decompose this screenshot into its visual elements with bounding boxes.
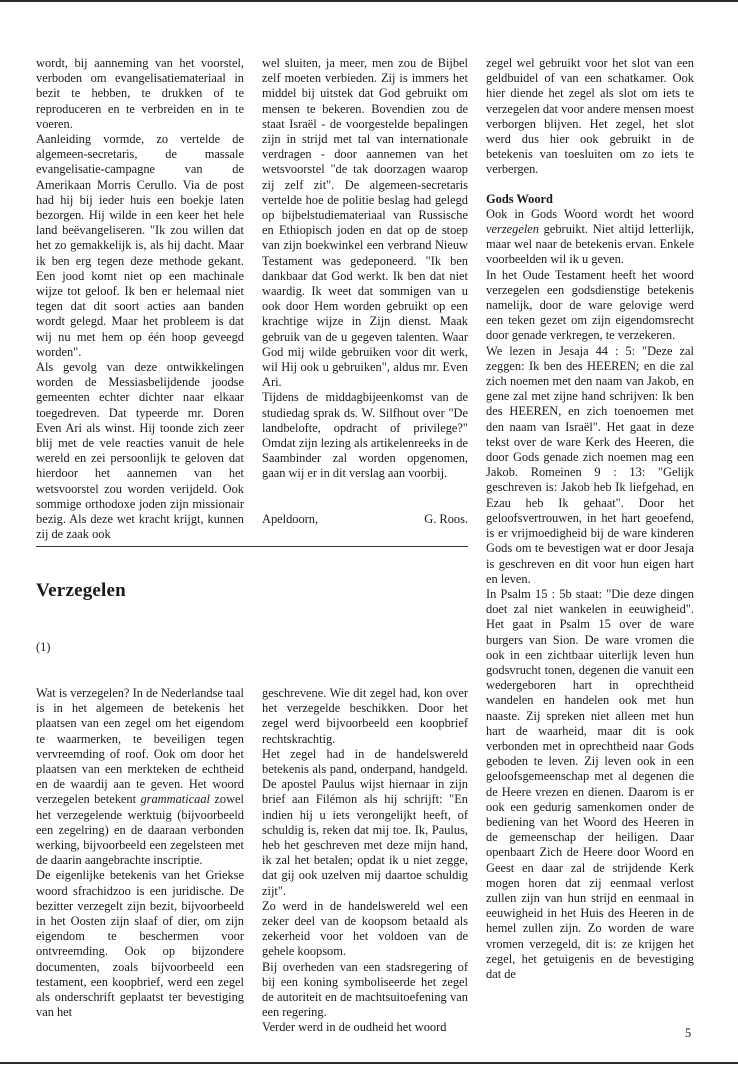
article-column-3 [486, 56, 694, 1026]
text-run: zowel het verzegelende werktuig (bijvoorbeeld een zegelring) en de daaraan verbonden werking, bijvoorbeeld een zegelsteen met de daarin aangebrachte inscriptie. [36, 792, 244, 868]
paragraph: Het zegel had in de handelswereld betekenis als pand, onderpand, handgeld. De apostel Paulus wijst hiernaar in zijn brief aan Filémon als hij schrijft: "En indien hij u iets verongelijkt heeft, of schuldig is, reken dat mij toe. Ik, Paulus, heb het geschreven met deze mijn hand, ik zal het betalen; opdat ik u niet zegge, dat gij ook uzelven mij daartoe schuldig zijt". [262, 746, 468, 898]
italic-term: verzegelen [486, 222, 539, 237]
previous-article-column-1 [36, 56, 244, 543]
signature-place: Apeldoorn, [262, 512, 319, 526]
paragraph: In het Oude Testament heeft het woord verzegelen een godsdienstige betekenis namelijk, door de ware gelovige werd een teken gezet om zijn eigendomsrecht door genade verkregen, te verzekeren. [486, 267, 694, 343]
text-run: Wat is verzegelen? In de Nederlandse taal is in het algemeen de betekenis het plaatsen van een zegel om het eigendom te waarmerken, te beveiligen tegen vervreemding of roof. Ook om door het plaatsen van een merkteken de echtheid en de waardij aan te geven. Het woord verzegelen betekent [36, 686, 244, 807]
page-bottom-rule [0, 1062, 738, 1064]
paragraph [486, 207, 694, 268]
text-run: gebruikt. Niet altijd letterlijk, maar wel naar de betekenis ervan. Enkele voorbeelden wil ik u geven. [486, 222, 694, 267]
article-signature [262, 512, 468, 527]
paragraph: De eigenlijke betekenis van het Griekse woord sfrachidzoo is een juridische. De bezitter verzegelt zijn bezit, bijvoorbeeld in het Oosten zijn slaaf of dier, om zijn eigendom te beschermen voor ontvreemding. Ook op bijzondere documenten, zoals bijvoorbeeld een testament, een koopbrief, werd een zegel als onderschrift geplaatst ter bevestiging van het [36, 868, 244, 1020]
paragraph: wordt, bij aanneming van het voorstel, verboden om evangelisatiemateriaal in bezit te hebben, te drukken of te reproduceren en te verbreiden en in te voeren. [36, 56, 244, 131]
paragraph: In Psalm 15 : 5b staat: "Die deze dingen doet zal niet wankelen in eeuwigheid". Het gaat in Psalm 15 over de ware burgers van Sion. De ware vromen die ook in een zichtbaar uiterlijk leven hun godsvrucht tonen, degenen die vanuit een wedergeboren hart in oprechtheid wandelen en handelen ook met hun naaste. Zij spreken niet alleen met hun hart de waarheid, maar dit is ook verbonden met in oprechtheid naar Gods geboden te leven. Zij leven ook in een geloofsgemeenschap met al degenen die de Heere vrezen en dienen. Daarom is er ook een gedurig samenkomen onder de bediening van het Woord des Heeren in de gemeenschap der heiligen. Daar openbaart Zich de Heere door Woord en Geest en daar zal de strijdende Kerk mogen horen dat zij eenmaal verlost zullen zijn van hun strijd en eenmaal in eeuwigheid in het Huis des Heeren in de hemel zullen zijn. Zo worden de ware vromen verzegeld, dit is: ze krijgen het zegel, het getuigenis en de bevestiging dat de [486, 586, 694, 981]
italic-term: grammaticaal [140, 792, 210, 807]
paragraph [36, 686, 244, 868]
page-top-rule [0, 0, 738, 2]
paragraph: Bij overheden van een stadsregering of bij een koning symboliseerde het zegel de autoriteit en de machtsuitoefening van een regering. [262, 959, 468, 1020]
signature-author: G. Roos. [424, 512, 468, 526]
article-column-2 [262, 686, 468, 1056]
section-subheading: Gods Woord [486, 191, 553, 206]
paragraph: Verder werd in de oudheid het woord [262, 1020, 447, 1035]
paragraph: Tijdens de middagbijeenkomst van de studiedag sprak ds. W. Silfhout over "De landbelofte, opdracht of privilege?" Omdat zijn lezing als artikelenreeks in de Saambinder zal worden opgenomen, gaan wij er in dit verslag aan voorbij. [262, 390, 468, 481]
article-column-1 [36, 686, 244, 1056]
paragraph: Zo werd in de handelswereld wel een zeker deel van de koopsom betaald als zekerheid voor het voldoen van de gehele koopsom. [262, 898, 468, 959]
text-run: Ook in Gods Woord wordt het woord [486, 206, 694, 221]
paragraph: Aanleiding vormde, zo vertelde de algemeen-secretaris, de massale evangelisatie-campagne van de Amerikaan Morris Cerullo. Via de post had hij bij ieder huis een boekje laten bezorgen. Hij wilde in een keer het hele land beëvangeliseren. "Ik zou willen dat het zo gemakkelijk is, als hij dacht. Maar ik ben erg tegen deze methode gekant. Een jood komt niet op een machinale wijze tot geloof. Ik ben er helemaal niet tegen dat dit soort acties aan banden wordt gelegd. Maar het probleem is dat wij nu met hem op één hoop geveegd worden". [36, 132, 244, 359]
section-divider [36, 546, 468, 547]
article-part-number: (1) [36, 640, 51, 654]
paragraph: geschrevene. Wie dit zegel had, kon over het verzegelde beschikken. Door het zegel werd bijvoorbeeld een koopbrief rechtskrachtig. [262, 686, 468, 746]
paragraph: zegel wel gebruikt voor het slot van een geldbuidel of van een schatkamer. Ook hier diende het zegel als slot om iets te verzegelen dat voor andere mensen moest verborgen blijven. Het zegel, het slot werd dus hier ook gebruikt in de betekenis van toesluiten om zo iets te verbergen. [486, 56, 694, 177]
paragraph: wel sluiten, ja meer, men zou de Bijbel zelf moeten verbieden. Zij is immers het middel bij uitstek dat God gebruikt om mensen te bekeren. Bovendien zou de staat Israël - de voorgestelde bepalingen zijn in strijd met tal van internationale verdragen - door aannemen van het wetsvoorstel "de tak doorzagen waarop zij zelf zit". De algemeen-secretaris vertelde hoe de politie beslag had gelegd op bijbelstudiemateriaal van Russische en Ethiopisch joden en dat op de stoep van zijn boekwinkel een verbrand Nieuw Testament was gedeponeerd. "Ik ben dankbaar dat God werkt. Ik ben dat niet waardig. Ik weet dat sommigen van u ook door Hem worden gebruikt op een krachtige wijze in Zijn dienst. Maak gebruik van de u gegeven talenten. Waar God mij wilde gebruiken voor dit werk, wil Hij ook u gebruiken", aldus mr. Even Ari. [262, 56, 468, 390]
page-number: 5 [685, 1026, 692, 1040]
article-title: Verzegelen [36, 580, 126, 601]
paragraph: We lezen in Jesaja 44 : 5: "Deze zal zeggen: Ik ben des HEEREN; en die zal zich noemen met den naam van Jakob, en gene zal met zijne hand schrijven: Ik ben des HEEREN, en zich toenoemen met den naam van Israël". Het gaat in deze tekst over de ware Kerk des Heeren, die door Gods genade zich noemen mag een Jakob. Romeinen 9 : 13: "Gelijk geschreven is: Jakob heb Ik liefgehad, en Ezau heb Ik gehaat". Door het geloofsvertrouwen, in het hart geoefend, is er vrijmoedigheid bij de ware kinderen Gods om te bevestigen wat er door Jesaja is geschreven en dit voor hun eigen hart en leven. [486, 343, 694, 586]
paragraph: Als gevolg van deze ontwikkelingen worden de Messiasbelijdende joodse gemeenten echter dichter naar elkaar toegedreven. Dat typeerde mr. Doren Even Ari als winst. Hij toonde zich zeer blij met de vele reacties vanuit de hele wereld en zei persoonlijk te geloven dat hierdoor het aannemen van het wetsvoorstel zou worden verijdeld. Ook sommige orthodoxe joden zijn missionair bezig. Als deze wet kracht krijgt, kunnen zij de zaak ook [36, 360, 244, 542]
previous-article-column-2 [262, 56, 468, 482]
